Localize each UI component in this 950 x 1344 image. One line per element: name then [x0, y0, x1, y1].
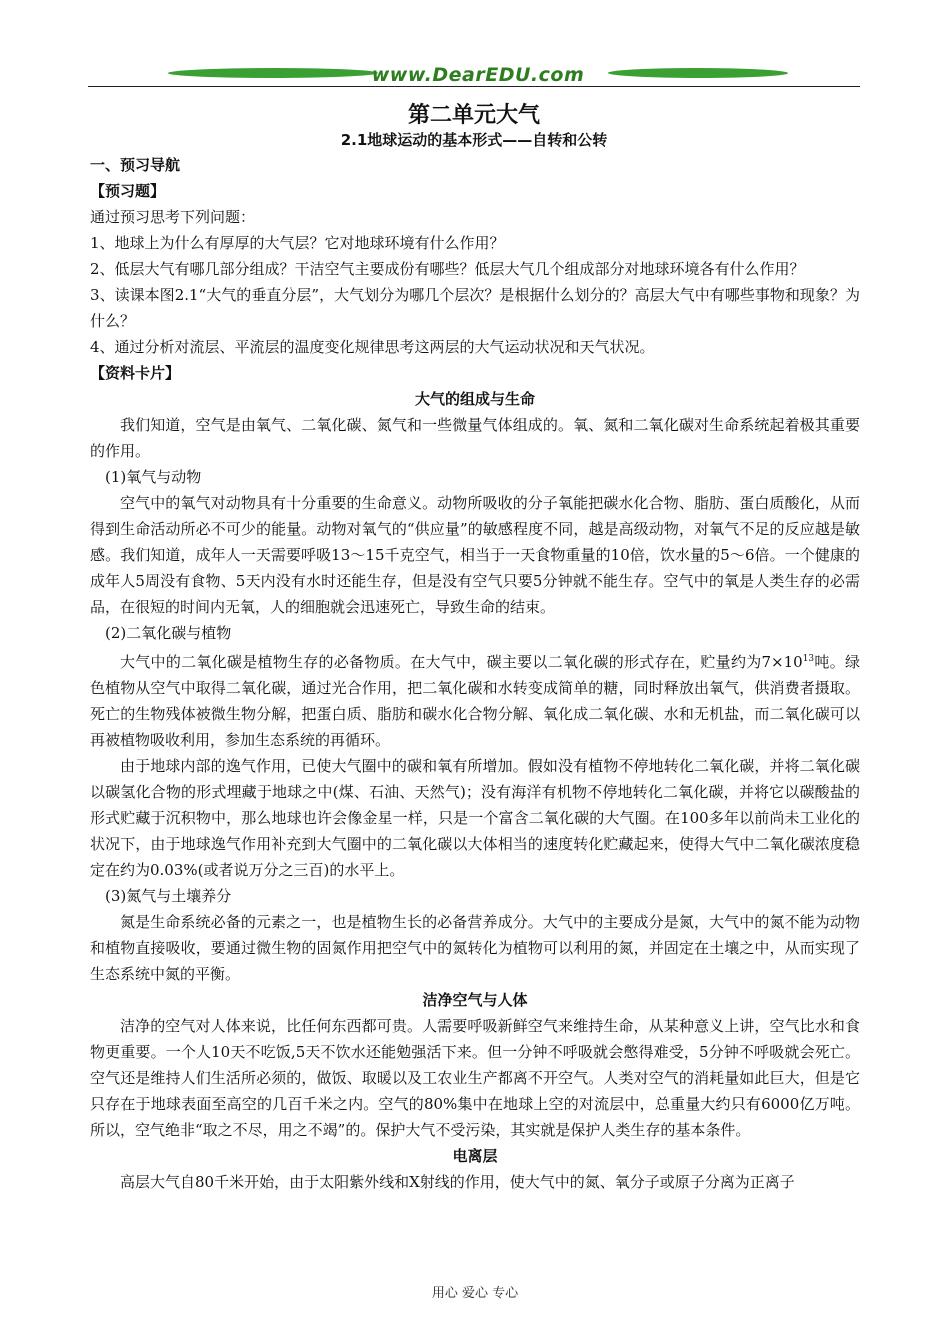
preview-heading: 【预习题】	[90, 182, 166, 200]
card-heading: 【资料卡片】	[90, 364, 181, 382]
article-paragraph: 洁净的空气对人体来说，比任何东西都可贵。人需要呼吸新鲜空气来维持生命，从某种意义上讲，空气比水和食物更重要。一个人10天不吃饭,5天不饮水还能勉强活下来。但一分钟不呼吸就会憋得难受，5分钟不呼吸就会死亡。空气还是维持人们生活所必须的，做饭、取暖以及工农业生产都离不开空气。人类对空气的消耗量如此巨大，但是它只存在于地球表面至高空的几百千米之内。空气的80%集中在地球上空的对流层中，总重量大约只有6000亿万吨。所以，空气绝非“取之不尽，用之不竭”的。保护大气不受污染，其实就是保护人类生存的基本条件。	[90, 1017, 860, 1139]
article-title: 电离层	[452, 1147, 498, 1165]
article-title: 大气的组成与生命	[414, 390, 535, 408]
page-footer: 用心 爱心 专心	[431, 1286, 519, 1301]
article-paragraph	[90, 646, 860, 753]
article-paragraph: 氮是生命系统必备的元素之一，也是植物生长的必备营养成分。大气中的主要成分是氮，大气中的氮不能为动物和植物直接吸收，要通过微生物的固氮作用把空气中的氮转化为植物可以利用的氮，并固定在土壤之中，从而实现了生态系统中氮的平衡。	[90, 913, 860, 983]
article-paragraph: 我们知道，空气是由氧气、二氧化碳、氮气和一些微量气体组成的。氧、氮和二氧化碳对生命系统起着极其重要的作用。	[90, 416, 860, 460]
article-subheading: (2)二氧化碳与植物	[105, 624, 232, 642]
question-3: 3、读课本图2.1“大气的垂直分层”，大气划分为哪几个层次？是根据什么划分的？高层大气中有哪些事物和现象？为什么？	[90, 286, 860, 330]
logo-text: www.DearEDU.com	[371, 64, 585, 86]
header-rule	[88, 86, 860, 87]
article-paragraph: 由于地球内部的逸气作用，已使大气圈中的碳和氧有所增加。假如没有植物不停地转化二氧化碳，并将二氧化碳以碳氢化合物的形式埋藏于地球之中(煤、石油、天然气)；没有海洋有机物不停地转化二氧化碳，并将它以碳酸盐的形式贮藏于沉积物中，那么地球也许会像金星一样，只是一个富含二氧化碳的大气圈。在100多年以前尚未工业化的状况下，由于地球逸气作用补充到大气圈中的二氧化碳以大体相当的速度转化贮藏起来，使得大气中二氧化碳浓度稳定在约为0.03%(或者说万分之三百)的水平上。	[90, 757, 860, 879]
article-paragraph: 高层大气自80千米开始，由于太阳紫外线和X射线的作用，使大气中的氮、氧分子或原子分离为正离子	[120, 1173, 795, 1191]
page-title: 第二单元大气	[407, 103, 540, 128]
question-1: 1、地球上为什么有厚厚的大气层？它对地球环境有什么作用？	[90, 234, 505, 252]
question-2: 2、低层大气有哪几部分组成？干洁空气主要成份有哪些？低层大气几个组成部分对地球环境各有什么作用？	[90, 260, 805, 278]
article-title: 洁净空气与人体	[422, 991, 528, 1009]
article-subheading: (1)氧气与动物	[105, 468, 202, 486]
paragraph-text: 大气中的二氧化碳是植物生存的必备物质。在大气中，碳主要以二氧化碳的形式存在，贮量约为7×10	[120, 653, 803, 671]
site-logo	[168, 60, 788, 96]
article-paragraph: 空气中的氧气对动物具有十分重要的生命意义。动物所吸收的分子氧能把碳水化合物、脂肪、蛋白质酸化，从而得到生命活动所必不可少的能量。动物对氧气的“供应量”的敏感程度不同，越是高级动物，对氧气不足的反应越是敏感。我们知道，成年人一天需要呼吸13～15千克空气，相当于一天食物重量的10倍，饮水量的5～6倍。一个健康的成年人5周没有食物、5天内没有水时还能生存，但是没有空气只要5分钟就不能生存。空气中的氧是人类生存的必需品，在很短的时间内无氧，人的细胞就会迅速死亡，导致生命的结束。	[90, 494, 860, 616]
question-4: 4、通过分析对流层、平流层的温度变化规律思考这两层的大气运动状况和天气状况。	[90, 338, 655, 356]
exponent: 13	[802, 654, 815, 664]
document-body	[90, 152, 860, 1195]
preview-intro: 通过预习思考下列问题：	[90, 208, 256, 226]
section-heading: 一、预习导航	[90, 156, 181, 174]
paragraph-text: 吨。绿色植物从空气中取得二氧化碳，通过光合作用，把二氧化碳和水转变成简单的糖，同时释放出氧气，供消费者摄取。死亡的生物残体被微生物分解，把蛋白质、脂肪和碳水化合物分解、氧化成二氧化碳、水和无机盐，而二氧化碳可以再被植物吸收利用，参加生态系统的再循环。	[90, 653, 860, 749]
article-subheading: (3)氮气与土壤养分	[105, 887, 232, 905]
page-subtitle: 2.1地球运动的基本形式——自转和公转	[340, 131, 608, 149]
